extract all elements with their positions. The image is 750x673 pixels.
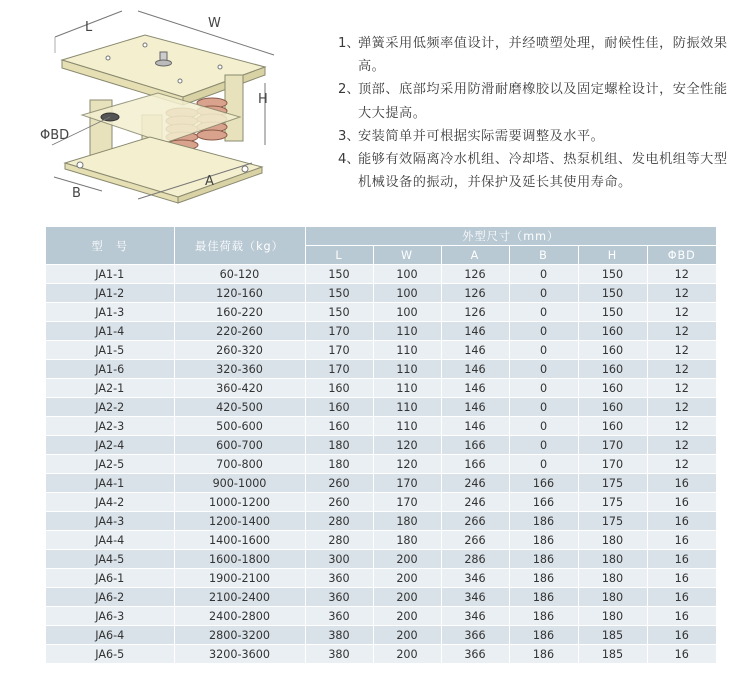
cell-L: 170 <box>305 322 373 341</box>
cell-load: 360-420 <box>174 379 305 398</box>
cell-W: 200 <box>373 626 441 645</box>
cell-bd: 16 <box>647 607 716 626</box>
cell-load: 500-600 <box>174 417 305 436</box>
cell-A: 266 <box>441 512 509 531</box>
cell-A: 126 <box>441 284 509 303</box>
feature-item <box>338 78 728 124</box>
feature-number: 2、 <box>338 82 360 98</box>
cell-B: 0 <box>509 417 578 436</box>
cell-bd: 12 <box>647 360 716 379</box>
cell-bd: 16 <box>647 588 716 607</box>
cell-H: 160 <box>578 360 647 379</box>
cell-W: 110 <box>373 322 441 341</box>
table-row <box>46 569 716 588</box>
cell-B: 166 <box>509 474 578 493</box>
subheader-bd: ΦBD <box>647 246 716 265</box>
feature-text: 安装简单并可根据实际需要调整及水平。 <box>358 128 605 144</box>
cell-H: 180 <box>578 607 647 626</box>
cell-H: 160 <box>578 322 647 341</box>
cell-A: 246 <box>441 474 509 493</box>
cell-H: 150 <box>578 303 647 322</box>
cell-B: 186 <box>509 607 578 626</box>
table-row <box>46 284 716 303</box>
cell-load: 1000-1200 <box>174 493 305 512</box>
cell-load: 2100-2400 <box>174 588 305 607</box>
table-row <box>46 322 716 341</box>
cell-H: 175 <box>578 512 647 531</box>
cell-model: JA2-4 <box>46 436 174 455</box>
cell-A: 146 <box>441 379 509 398</box>
cell-L: 380 <box>305 645 373 664</box>
cell-W: 170 <box>373 474 441 493</box>
cell-H: 160 <box>578 379 647 398</box>
cell-model: JA4-4 <box>46 531 174 550</box>
cell-W: 110 <box>373 417 441 436</box>
feature-text: 能够有效隔离冷水机组、冷却塔、热泵机组、发电机组等大型机械设备的振动，并保护及延长其使用寿命。 <box>358 152 728 191</box>
cell-bd: 16 <box>647 569 716 588</box>
cell-A: 146 <box>441 322 509 341</box>
label-L: L <box>85 20 93 35</box>
cell-W: 200 <box>373 607 441 626</box>
cell-load: 1400-1600 <box>174 531 305 550</box>
label-W: W <box>208 16 221 31</box>
cell-B: 0 <box>509 303 578 322</box>
cell-L: 170 <box>305 360 373 379</box>
cell-bd: 16 <box>647 550 716 569</box>
cell-model: JA4-3 <box>46 512 174 531</box>
cell-B: 0 <box>509 322 578 341</box>
cell-H: 150 <box>578 265 647 284</box>
cell-L: 160 <box>305 417 373 436</box>
cell-B: 0 <box>509 360 578 379</box>
cell-B: 186 <box>509 645 578 664</box>
subheader-L: L <box>305 246 373 265</box>
cell-B: 186 <box>509 569 578 588</box>
cell-load: 120-160 <box>174 284 305 303</box>
cell-W: 180 <box>373 512 441 531</box>
cell-H: 160 <box>578 398 647 417</box>
cell-W: 110 <box>373 341 441 360</box>
cell-L: 280 <box>305 512 373 531</box>
cell-model: JA1-4 <box>46 322 174 341</box>
cell-B: 166 <box>509 493 578 512</box>
cell-L: 160 <box>305 398 373 417</box>
feature-item <box>338 32 728 78</box>
cell-W: 100 <box>373 265 441 284</box>
cell-H: 180 <box>578 569 647 588</box>
subheader-A: A <box>441 246 509 265</box>
cell-bd: 16 <box>647 626 716 645</box>
cell-model: JA1-1 <box>46 265 174 284</box>
cell-B: 0 <box>509 284 578 303</box>
cell-L: 170 <box>305 341 373 360</box>
cell-A: 146 <box>441 417 509 436</box>
cell-load: 900-1000 <box>174 474 305 493</box>
subheader-H: H <box>578 246 647 265</box>
label-B: B <box>72 186 81 201</box>
cell-A: 346 <box>441 569 509 588</box>
cell-load: 320-360 <box>174 360 305 379</box>
cell-L: 150 <box>305 265 373 284</box>
cell-A: 146 <box>441 360 509 379</box>
cell-bd: 12 <box>647 341 716 360</box>
cell-model: JA1-5 <box>46 341 174 360</box>
cell-load: 1900-2100 <box>174 569 305 588</box>
cell-bd: 12 <box>647 379 716 398</box>
feature-list <box>338 32 728 194</box>
cell-H: 180 <box>578 588 647 607</box>
cell-A: 126 <box>441 303 509 322</box>
table-row <box>46 398 716 417</box>
cell-load: 420-500 <box>174 398 305 417</box>
cell-W: 100 <box>373 303 441 322</box>
spec-table <box>46 227 716 664</box>
cell-B: 0 <box>509 436 578 455</box>
table-row <box>46 474 716 493</box>
cell-W: 100 <box>373 284 441 303</box>
feature-item <box>338 148 728 194</box>
cell-bd: 16 <box>647 474 716 493</box>
cell-W: 170 <box>373 493 441 512</box>
cell-A: 166 <box>441 455 509 474</box>
table-row <box>46 645 716 664</box>
cell-bd: 12 <box>647 436 716 455</box>
cell-load: 220-260 <box>174 322 305 341</box>
table-row <box>46 436 716 455</box>
cell-L: 360 <box>305 588 373 607</box>
cell-H: 160 <box>578 417 647 436</box>
table-row <box>46 303 716 322</box>
cell-model: JA6-3 <box>46 607 174 626</box>
header-dimensions: 外型尺寸（mm） <box>305 227 716 246</box>
spec-table-body <box>46 265 716 664</box>
table-row <box>46 360 716 379</box>
table-row <box>46 265 716 284</box>
cell-bd: 12 <box>647 417 716 436</box>
cell-H: 180 <box>578 531 647 550</box>
cell-model: JA4-2 <box>46 493 174 512</box>
cell-H: 160 <box>578 341 647 360</box>
cell-model: JA4-5 <box>46 550 174 569</box>
cell-B: 186 <box>509 626 578 645</box>
cell-load: 3200-3600 <box>174 645 305 664</box>
cell-model: JA1-2 <box>46 284 174 303</box>
cell-H: 185 <box>578 645 647 664</box>
cell-model: JA2-1 <box>46 379 174 398</box>
cell-B: 186 <box>509 512 578 531</box>
table-row <box>46 417 716 436</box>
cell-model: JA2-3 <box>46 417 174 436</box>
cell-L: 150 <box>305 303 373 322</box>
table-row <box>46 379 716 398</box>
cell-load: 700-800 <box>174 455 305 474</box>
cell-A: 246 <box>441 493 509 512</box>
label-A: A <box>205 174 214 189</box>
cell-W: 180 <box>373 531 441 550</box>
feature-number: 1、 <box>338 36 360 51</box>
feature-number: 4、 <box>338 152 360 168</box>
feature-text: 顶部、底部均采用防滑耐磨橡胶以及固定螺栓设计，安全性能大大提高。 <box>358 82 728 121</box>
cell-H: 170 <box>578 436 647 455</box>
cell-L: 300 <box>305 550 373 569</box>
cell-A: 346 <box>441 588 509 607</box>
cell-model: JA6-2 <box>46 588 174 607</box>
cell-L: 260 <box>305 493 373 512</box>
cell-W: 120 <box>373 436 441 455</box>
cell-B: 0 <box>509 341 578 360</box>
cell-model: JA1-3 <box>46 303 174 322</box>
cell-model: JA4-1 <box>46 474 174 493</box>
cell-W: 200 <box>373 569 441 588</box>
cell-B: 186 <box>509 531 578 550</box>
cell-H: 175 <box>578 493 647 512</box>
cell-model: JA1-6 <box>46 360 174 379</box>
cell-bd: 16 <box>647 645 716 664</box>
cell-B: 0 <box>509 398 578 417</box>
cell-B: 0 <box>509 379 578 398</box>
table-row <box>46 512 716 531</box>
cell-load: 1200-1400 <box>174 512 305 531</box>
cell-L: 160 <box>305 379 373 398</box>
cell-model: JA2-5 <box>46 455 174 474</box>
spring-mount-drawing <box>40 5 300 205</box>
cell-A: 146 <box>441 341 509 360</box>
cell-B: 0 <box>509 455 578 474</box>
cell-B: 186 <box>509 588 578 607</box>
cell-load: 2400-2800 <box>174 607 305 626</box>
cell-L: 260 <box>305 474 373 493</box>
cell-H: 185 <box>578 626 647 645</box>
cell-A: 346 <box>441 607 509 626</box>
cell-bd: 12 <box>647 265 716 284</box>
header-model: 型 号 <box>46 227 174 265</box>
cell-A: 166 <box>441 436 509 455</box>
cell-model: JA6-1 <box>46 569 174 588</box>
cell-model: JA6-5 <box>46 645 174 664</box>
cell-A: 146 <box>441 398 509 417</box>
cell-load: 260-320 <box>174 341 305 360</box>
cell-L: 180 <box>305 436 373 455</box>
cell-bd: 12 <box>647 398 716 417</box>
cell-load: 1600-1800 <box>174 550 305 569</box>
cell-W: 200 <box>373 645 441 664</box>
cell-L: 150 <box>305 284 373 303</box>
label-H: H <box>258 92 268 107</box>
label-bd: ΦBD <box>40 128 70 143</box>
cell-load: 60-120 <box>174 265 305 284</box>
table-row <box>46 493 716 512</box>
subheader-W: W <box>373 246 441 265</box>
table-row <box>46 531 716 550</box>
cell-B: 186 <box>509 550 578 569</box>
cell-B: 0 <box>509 265 578 284</box>
table-row <box>46 550 716 569</box>
cell-A: 366 <box>441 626 509 645</box>
table-row <box>46 607 716 626</box>
header-load: 最佳荷载（kg） <box>174 227 305 265</box>
cell-bd: 12 <box>647 303 716 322</box>
cell-bd: 12 <box>647 455 716 474</box>
cell-bd: 16 <box>647 493 716 512</box>
feature-item <box>338 125 728 148</box>
cell-model: JA6-4 <box>46 626 174 645</box>
cell-L: 380 <box>305 626 373 645</box>
cell-bd: 12 <box>647 322 716 341</box>
table-row <box>46 455 716 474</box>
cell-load: 160-220 <box>174 303 305 322</box>
cell-H: 175 <box>578 474 647 493</box>
cell-L: 180 <box>305 455 373 474</box>
cell-load: 600-700 <box>174 436 305 455</box>
cell-A: 266 <box>441 531 509 550</box>
feature-number: 3、 <box>338 128 360 144</box>
table-row <box>46 341 716 360</box>
cell-H: 170 <box>578 455 647 474</box>
cell-W: 110 <box>373 360 441 379</box>
cell-L: 360 <box>305 569 373 588</box>
cell-H: 180 <box>578 550 647 569</box>
cell-W: 200 <box>373 550 441 569</box>
table-row <box>46 588 716 607</box>
table-row <box>46 626 716 645</box>
cell-model: JA2-2 <box>46 398 174 417</box>
cell-W: 200 <box>373 588 441 607</box>
cell-H: 150 <box>578 284 647 303</box>
cell-A: 366 <box>441 645 509 664</box>
cell-L: 360 <box>305 607 373 626</box>
cell-A: 126 <box>441 265 509 284</box>
cell-load: 2800-3200 <box>174 626 305 645</box>
subheader-B: B <box>509 246 578 265</box>
cell-L: 280 <box>305 531 373 550</box>
cell-A: 286 <box>441 550 509 569</box>
cell-bd: 12 <box>647 284 716 303</box>
cell-bd: 16 <box>647 531 716 550</box>
feature-text: 弹簧采用低频率值设计，并经喷塑处理，耐候性佳，防振效果高。 <box>358 36 728 75</box>
cell-W: 120 <box>373 455 441 474</box>
cell-bd: 16 <box>647 512 716 531</box>
cell-W: 110 <box>373 379 441 398</box>
cell-W: 110 <box>373 398 441 417</box>
